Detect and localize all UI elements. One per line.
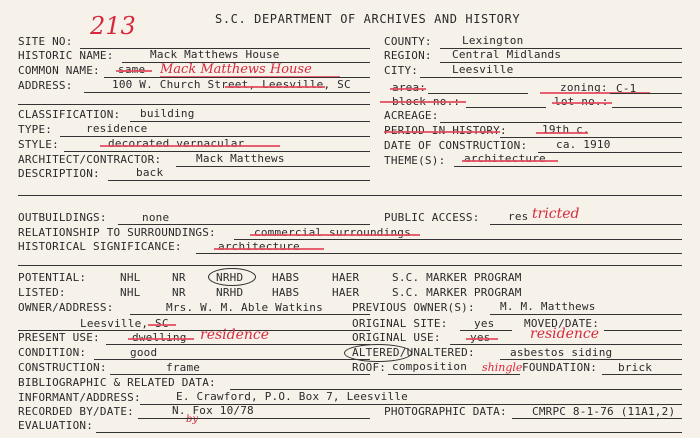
themes-label: THEME(S): [384, 154, 446, 167]
owner-line [130, 314, 370, 315]
date-label: DATE OF CONSTRUCTION: [384, 139, 528, 152]
original-site-label: ORIGINAL SITE: [352, 317, 448, 330]
classification-label: CLASSIFICATION: [18, 108, 121, 121]
construction-label: CONSTRUCTION: [18, 361, 107, 374]
evaluation-line [96, 432, 682, 433]
altered-label: ALTERED/UNALTERED: [352, 346, 475, 359]
strike-address [225, 86, 325, 88]
listed-nhl: NHL [120, 286, 141, 299]
informant-label: INFORMANT/ADDRESS: [18, 391, 141, 404]
condition-label: CONDITION: [18, 346, 87, 359]
strike-present-use [128, 338, 194, 340]
style-value: decorated vernacular [108, 137, 245, 150]
construction-value: frame [166, 361, 201, 374]
city-value: Leesville [452, 63, 514, 76]
date-line [538, 152, 682, 153]
relationship-line [234, 239, 682, 240]
public-access-label: PUBLIC ACCESS: [384, 211, 480, 224]
zoning-line [610, 93, 682, 94]
date-value: ca. 1910 [556, 138, 611, 151]
block-label: block no.: [392, 95, 461, 108]
listed-nr: NR [172, 286, 186, 299]
description-label: DESCRIPTION: [18, 167, 100, 180]
significance-label: HISTORICAL SIGNIFICANCE: [18, 240, 182, 253]
present-use-value: dwelling [132, 331, 187, 344]
relationship-label: RELATIONSHIP TO SURROUNDINGS: [18, 226, 216, 239]
city-label: CITY: [384, 64, 419, 77]
site-no-label: SITE NO: [18, 35, 73, 48]
present-use-label: PRESENT USE: [18, 331, 100, 344]
region-value: Central Midlands [452, 48, 562, 61]
handwritten-public-access: tricted [532, 206, 580, 222]
informant-value: E. Crawford, P.O. Box 7, Leesville [176, 390, 408, 403]
highlight-period-value [536, 132, 588, 134]
significance-line [196, 253, 682, 254]
architect-line [176, 166, 370, 167]
public-access-value: res [508, 210, 529, 223]
common-name-value: same [118, 63, 146, 76]
highlight-themes [462, 160, 558, 162]
original-use-line [450, 344, 682, 345]
moved-label: MOVED/DATE: [524, 317, 600, 330]
card-title: S.C. DEPARTMENT OF ARCHIVES AND HISTORY [215, 12, 521, 26]
lot-label: lot no.: [554, 95, 609, 108]
highlight-style [100, 145, 280, 147]
region-label: REGION: [384, 49, 432, 62]
handwritten-site-no: 213 [90, 12, 136, 40]
historic-name-label: HISTORIC NAME: [18, 49, 114, 62]
foundation-line [602, 374, 682, 375]
photo-line [512, 418, 682, 419]
significance-value: architecture [218, 240, 300, 253]
photo-label: PHOTOGRAPHIC DATA: [384, 405, 507, 418]
potential-habs: HABS [272, 271, 300, 284]
block-line [466, 107, 546, 108]
public-access-line [490, 224, 682, 225]
photo-value: CMRPC 8-1-76 (11A1,2) [532, 405, 676, 418]
description-line [108, 180, 370, 181]
historic-name-value: Mack Matthews House [150, 48, 280, 61]
highlight-significance [214, 248, 324, 250]
previous-owner-line [490, 314, 682, 315]
potential-label: POTENTIAL: [18, 271, 87, 284]
handwritten-common-name: Mack Matthews House [160, 62, 312, 77]
section-divider-2 [18, 265, 682, 266]
description-value: back [136, 166, 164, 179]
foundation-value: brick [618, 361, 653, 374]
owner-label: OWNER/ADDRESS: [18, 301, 114, 314]
strike-original-use [466, 338, 498, 340]
strike-lot [552, 102, 612, 104]
zoning-label: zoning: [560, 81, 608, 94]
period-label: PERIOD IN HISTORY: [384, 124, 507, 137]
handwritten-present-use: residence [200, 327, 270, 343]
outbuildings-line [118, 224, 370, 225]
type-value: residence [86, 122, 148, 135]
altered-line [500, 359, 682, 360]
potential-nr: NR [172, 271, 186, 284]
listed-marker: S.C. MARKER PROGRAM [392, 286, 522, 299]
area-line [428, 93, 528, 94]
previous-owner-label: PREVIOUS OWNER(S): [352, 301, 475, 314]
address-value: 100 W. Church Street, Leesville, SC [112, 78, 351, 91]
address-label: ADDRESS: [18, 79, 73, 92]
lot-line [612, 107, 682, 108]
roof-value: composition [392, 360, 468, 373]
classification-line [130, 121, 370, 122]
county-label: COUNTY: [384, 35, 432, 48]
period-value: 19th c. [542, 123, 590, 136]
common-name-label: COMMON NAME: [18, 64, 100, 77]
owner-city-value: Leesville, SC [80, 317, 169, 330]
listed-label: LISTED: [18, 286, 66, 299]
moved-line [604, 330, 682, 331]
outbuildings-value: none [142, 211, 170, 224]
recorded-line [138, 418, 370, 419]
themes-line [454, 166, 682, 167]
original-use-label: ORIGINAL USE: [352, 331, 441, 344]
highlight-period [384, 131, 500, 133]
strike-common [116, 70, 152, 72]
potential-nhl: NHL [120, 271, 141, 284]
potential-haer: HAER [332, 271, 360, 284]
recorded-label: RECORDED BY/DATE: [18, 405, 134, 418]
handwritten-roof: shingle [482, 361, 523, 374]
themes-value: architecture [464, 152, 546, 165]
area-label: area: [392, 81, 427, 94]
recorded-value: N. Fox 10/78 [172, 404, 254, 417]
roof-label: ROOF: [352, 361, 387, 374]
section-divider-1 [18, 195, 682, 196]
spacer-line [18, 104, 370, 105]
zoning-value: C-1 [616, 82, 637, 95]
owner-value: Mrs. W. M. Able Watkins [166, 301, 323, 314]
construction-line [110, 374, 370, 375]
biblio-label: BIBLIOGRAPHIC & RELATED DATA: [18, 376, 216, 389]
county-value: Lexington [462, 34, 524, 47]
type-label: TYPE: [18, 123, 53, 136]
roof-line [388, 374, 520, 375]
original-site-value: yes [474, 317, 495, 330]
relationship-value: commercial surroundings [254, 226, 411, 239]
strike-owner-city [148, 324, 176, 326]
city-line [420, 77, 682, 78]
previous-owner-value: M. M. Matthews [500, 300, 596, 313]
evaluation-label: EVALUATION: [18, 419, 94, 432]
handwritten-original-use: residence [530, 326, 600, 342]
condition-line [94, 359, 370, 360]
architect-label: ARCHITECT/CONTRACTOR: [18, 153, 162, 166]
listed-haer: HAER [332, 286, 360, 299]
present-use-line [106, 344, 370, 345]
circle-nrhd [208, 268, 256, 286]
listed-nrhd: NRHD [216, 286, 244, 299]
listed-habs: HABS [272, 286, 300, 299]
altered-value: asbestos siding [510, 346, 613, 359]
potential-nrhd: NRHD [216, 271, 244, 284]
foundation-label: FOUNDATION: [522, 361, 598, 374]
highlight-relationship [250, 234, 420, 236]
original-use-value: yes [470, 331, 491, 344]
strike-area [390, 88, 426, 90]
acreage-label: ACREAGE: [384, 109, 439, 122]
architect-value: Mack Matthews [196, 152, 285, 165]
potential-marker: S.C. MARKER PROGRAM [392, 271, 522, 284]
address-line [84, 92, 370, 93]
style-label: STYLE: [18, 138, 59, 151]
strike-block [380, 101, 466, 103]
classification-value: building [140, 107, 195, 120]
condition-value: good [130, 346, 158, 359]
outbuildings-label: OUTBUILDINGS: [18, 211, 107, 224]
handwritten-recorded: by [186, 414, 199, 425]
